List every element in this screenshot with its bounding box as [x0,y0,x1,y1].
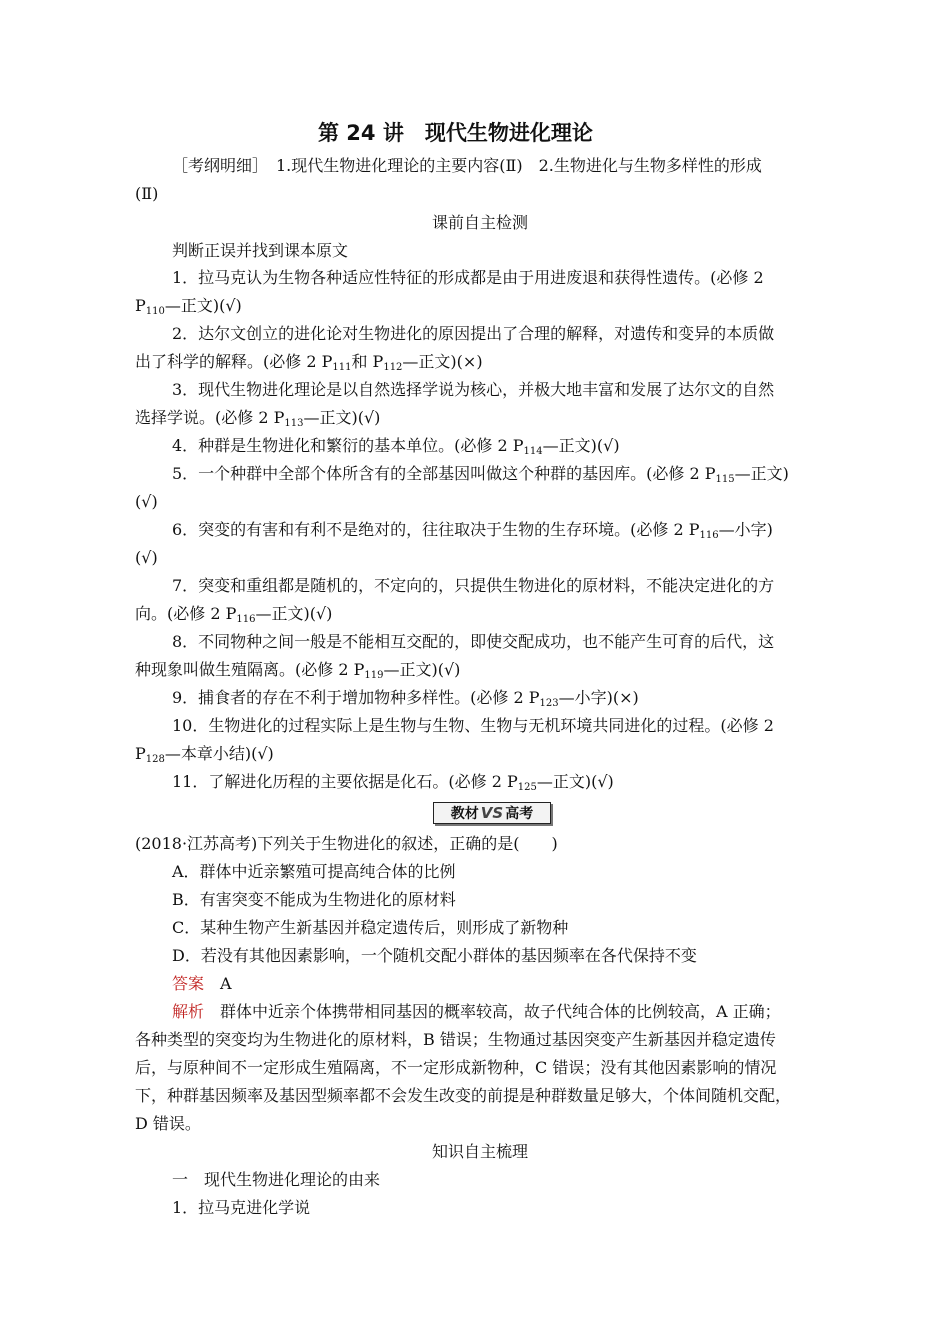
section-heading-pretest: 课前自主检测 [431,213,528,232]
item-8-line-1: 8．不同物种之间一般是不能相互交配的，即使交配成功，也不能产生可育的后代，这 [172,632,775,651]
item-10-line-1: 10．生物进化的过程实际上是生物与生物、生物与无机环境共同进化的过程。(必修 2 [172,716,774,735]
badge-left: 教材 [450,806,479,822]
item-1-line-2: $P_{110}—$正文)(√) [135,296,242,317]
option-d: D．若没有其他因素影响，一个随机交配小群体的基因频率在各代保持不变 [172,946,697,965]
item-2-line-1: 2．达尔文创立的进化论对生物进化的原因提出了合理的解释，对遗传和变异的本质做 [172,324,775,343]
item-10-line-2: $P_{128}—$本章小结)(√) [135,744,274,765]
item-3-line-2: 选择学说。(必修 2 $P_{113}—$正文)(√) [135,408,381,429]
item-4: 4．种群是生物进化和繁衍的基本单位。(必修 2 $P_{114}—$正文)(√) [172,436,620,457]
analysis-line-4: 下，种群基因频率及基因型频率都不会发生改变的前提是种群数量足够大，个体间随机交配， [135,1086,792,1105]
section-heading-knowledge: 知识自主梳理 [431,1142,528,1161]
textbook-vs-exam-badge [433,802,551,824]
outline-line-1: ［考纲明细］ 1.现代生物进化理论的主要内容(Ⅱ) 2.生物进化与生物多样性的形成 [172,156,762,175]
item-7-line-2: 向。(必修 2 $P_{116}—$正文)(√) [135,604,333,625]
item-5-line-1: 5．一个种群中全部个体所含有的全部基因叫做这个种群的基因库。(必修 2 $P_{115}—$正文) [172,464,789,485]
item-6-line-2: (√) [135,548,158,567]
question-stem: (2018·江苏高考)下列关于生物进化的叙述，正确的是( ) [135,834,558,853]
subheading: 判断正误并找到课本原文 [172,241,349,260]
answer-line [172,973,825,995]
option-c: C．某种生物产生新基因并稳定遗传后，则形成了新物种 [172,918,569,937]
item-1-line-1: 1．拉马克认为生物各种适应性特征的形成都是由于用进废退和获得性遗传。(必修 2 [172,268,764,287]
item-9: 9．捕食者的存在不利于增加物种多样性。(必修 2 $P_{123}—$小字)(×) [172,688,639,709]
heading-one-1: 1．拉马克进化学说 [172,1198,311,1217]
analysis-line-3: 后，与原种间不一定形成生殖隔离，不一定形成新物种，C 错误；没有其他因素影响的情况 [135,1058,777,1077]
item-3-line-1: 3．现代生物进化理论是以自然选择学说为核心，并极大地丰富和发展了达尔文的自然 [172,380,775,399]
item-6-line-1: 6．突变的有害和有利不是绝对的，往往取决于生物的生存环境。(必修 2 $P_{116}—$小字) [172,520,773,541]
item-11: 11．了解进化历程的主要依据是化石。(必修 2 $P_{125}—$正文)(√) [172,772,614,793]
analysis-line-2: 各种类型的突变均为生物进化的原材料，B 错误；生物通过基因突变产生新基因并稳定遗传 [135,1030,776,1049]
badge-right: 高考 [505,806,534,822]
item-5-line-2: (√) [135,492,158,511]
option-b: B．有害突变不能成为生物进化的原材料 [172,890,456,909]
item-2-line-2: 出了科学的解释。(必修 2 $P_{111}$和 $P_{112}—$正文)(×) [135,352,483,373]
analysis-line-1: 解析 群体中近亲个体携带相同基因的概率较高，故子代纯合体的比例较高，A 正确； [172,1002,781,1021]
option-a: A．群体中近亲繁殖可提高纯合体的比例 [172,862,456,881]
vs-icon: VS [480,804,504,822]
answer-label: 答案 [172,974,205,993]
item-8-line-2: 种现象叫做生殖隔离。(必修 2 $P_{119}—$正文)(√) [135,660,461,681]
heading-one: 一 现代生物进化理论的由来 [172,1170,381,1189]
page-title: 第 24 讲 现代生物进化理论 [318,121,593,145]
analysis-label: 解析 [172,1002,205,1021]
answer-value: A [220,974,232,993]
analysis-line-5: D 错误。 [135,1114,201,1133]
outline-line-2: (Ⅱ) [135,184,159,203]
item-7-line-1: 7．突变和重组都是随机的，不定向的，只提供生物进化的原材料，不能决定进化的方 [172,576,775,595]
